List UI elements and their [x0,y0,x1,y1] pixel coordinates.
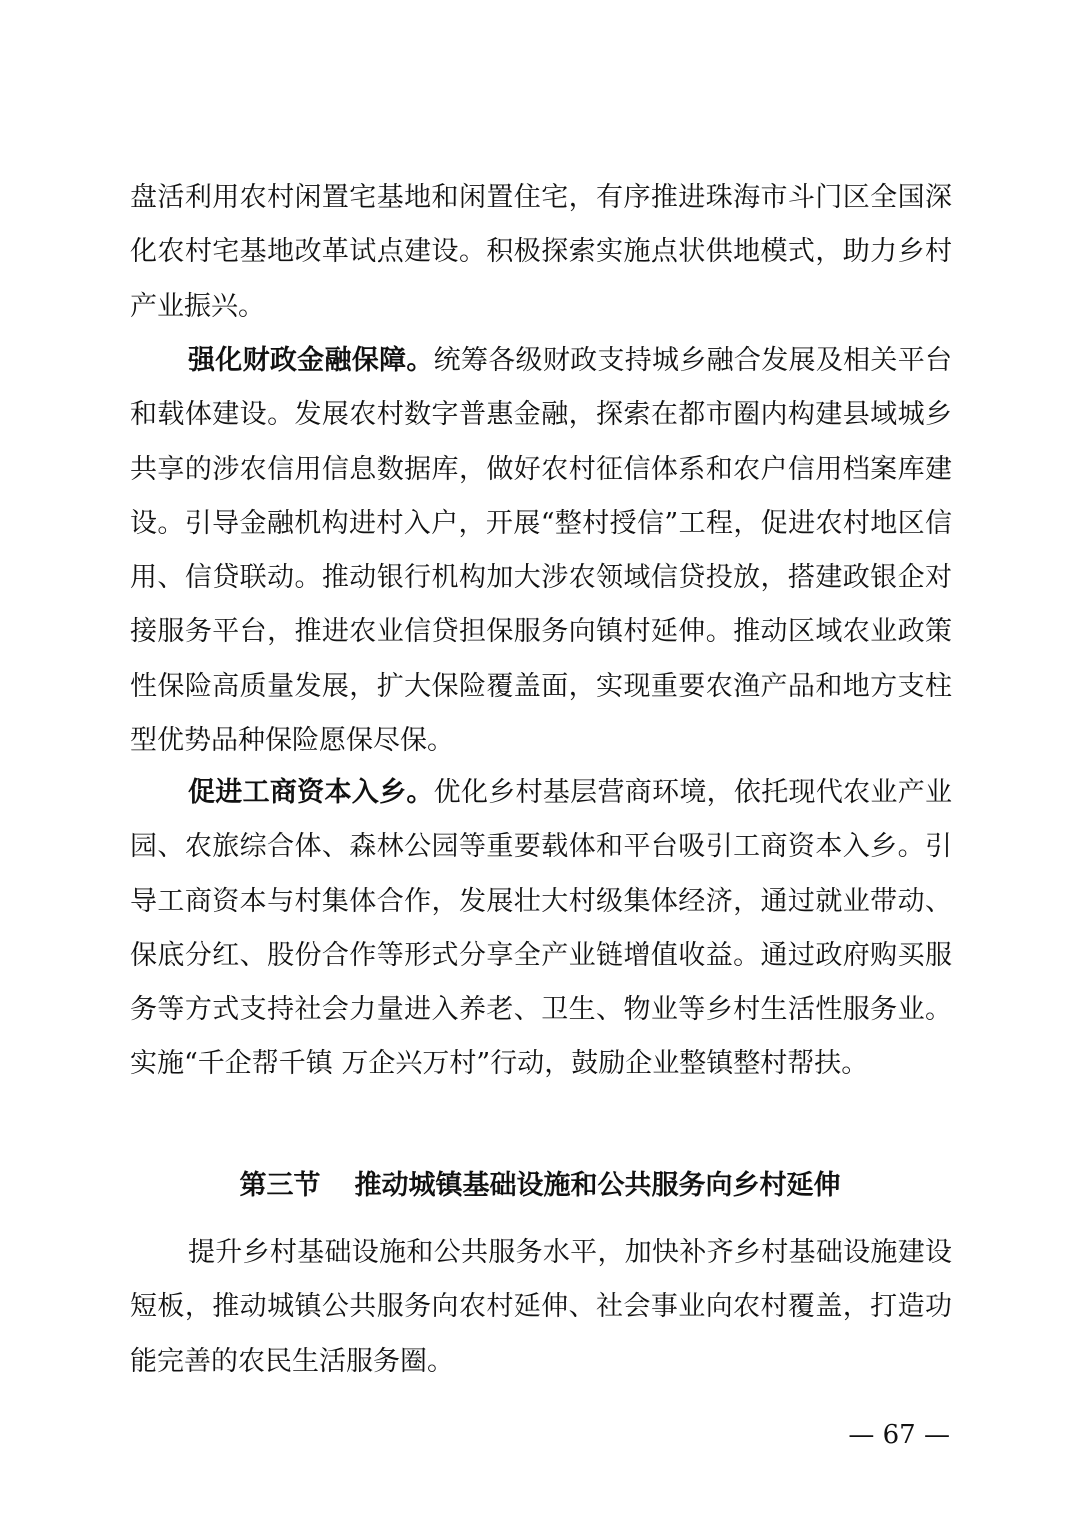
paragraph-continuation [130,171,952,334]
paragraph-lead-heading: 促进工商资本入乡。 [188,777,434,808]
section-title: 推动城镇基础设施和公共服务向乡村延伸 [354,1170,841,1201]
section-number: 第三节 [239,1170,321,1201]
page-number: — 67 — [848,1420,950,1450]
section-heading [0,1160,1080,1212]
paragraph-text: 提升乡村基础设施和公共服务水平，加快补齐乡村基础设施建设短板，推动城镇公共服务向农村延伸、社会事业向农村覆盖，打造功能完善的农民生活服务圈。 [130,1237,952,1377]
paragraph-section-intro [130,1226,952,1389]
paragraph-text: 统筹各级财政支持城乡融合发展及相关平台和载体建设。发展农村数字普惠金融，探索在都市圈内构建县域城乡共享的涉农信用信息数据库，做好农村征信体系和农户信用档案库建设。引导金融机构进村入户，开展“整村授信”工程，促进农村地区信用、信贷联动。推动银行机构加大涉农领域信贷投放，搭建政银企对接服务平台，推进农业信贷担保服务向镇村延伸。推动区域农业政策性保险高质量发展，扩大保险覆盖面，实现重要农渔产品和地方支柱型优势品种保险愿保尽保。 [130,345,953,757]
paragraph-text: 盘活利用农村闲置宅基地和闲置住宅，有序推进珠海市斗门区全国深化农村宅基地改革试点建设。积极探索实施点状供地模式，助力乡村产业振兴。 [130,182,952,322]
paragraph-finance-support [130,334,952,768]
paragraph-industrial-capital [130,766,952,1092]
paragraph-lead-heading: 强化财政金融保障。 [188,345,434,376]
paragraph-text: 优化乡村基层营商环境，依托现代农业产业园、农旅综合体、森林公园等重要载体和平台吸引工商资本入乡。引导工商资本与村集体合作，发展壮大村级集体经济，通过就业带动、保底分红、股份合作等形式分享全产业链增值收益。通过政府购买服务等方式支持社会力量进入养老、卫生、物业等乡村生活性服务业。实施“千企帮千镇 万企兴万村”行动，鼓励企业整镇整村帮扶。 [130,777,953,1080]
